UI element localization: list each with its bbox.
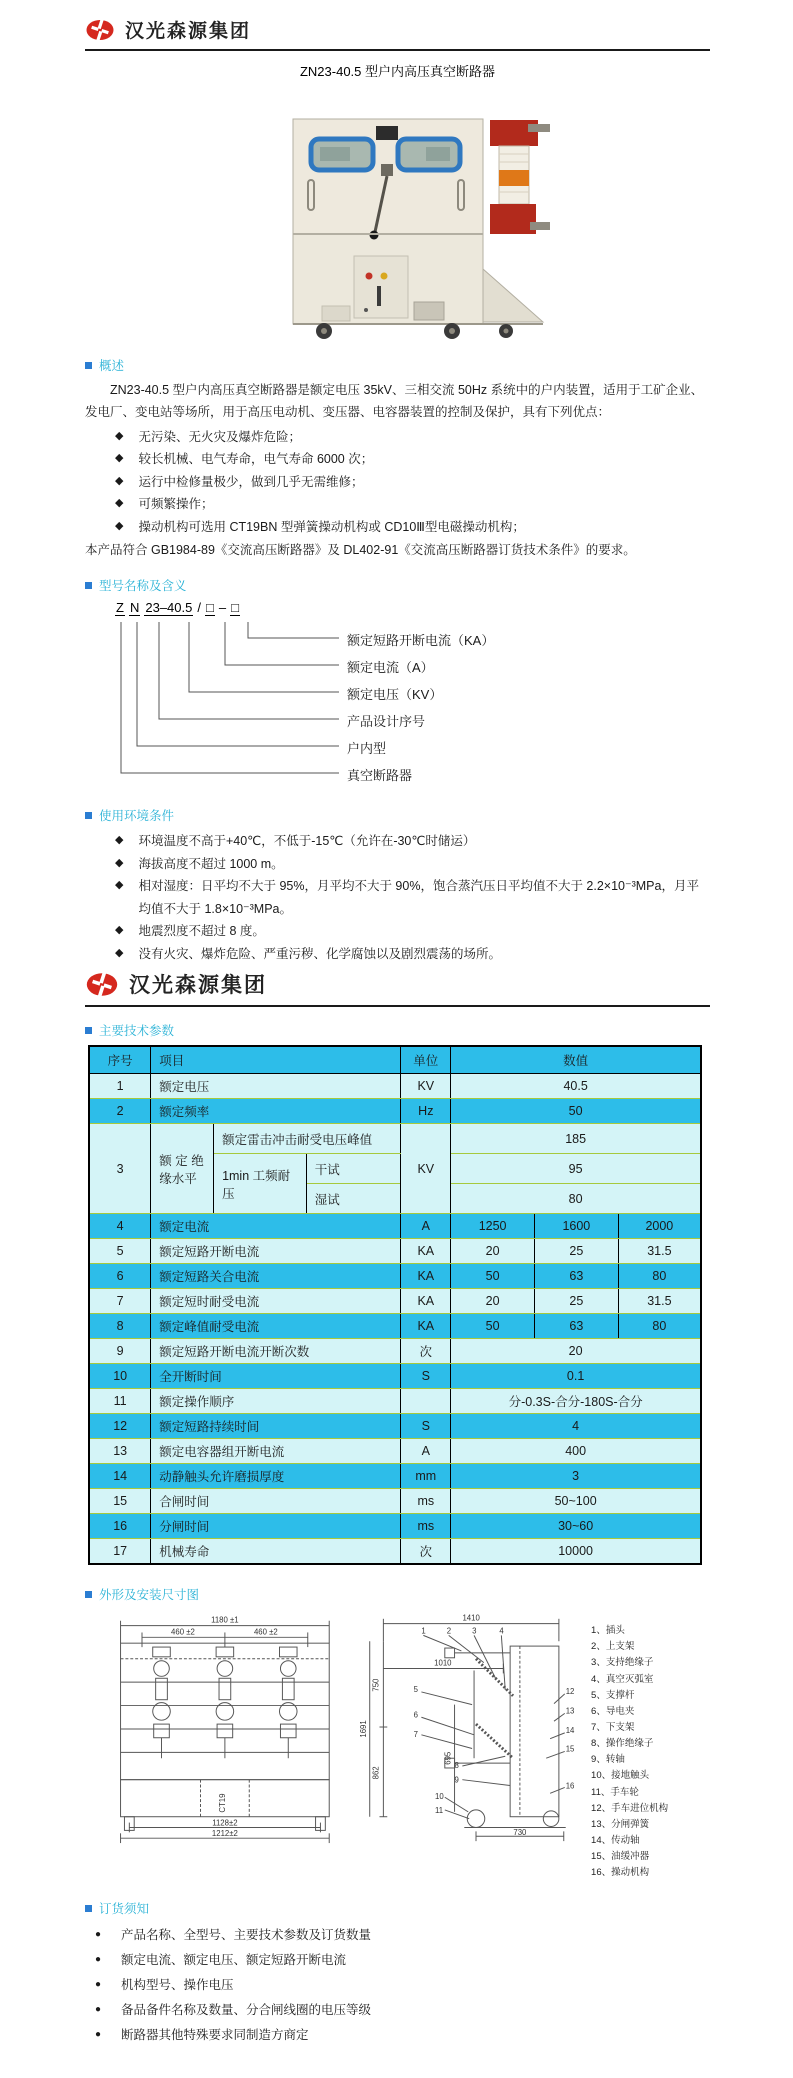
- cell-value: 40.5: [451, 1074, 701, 1099]
- cell-value: 20: [451, 1239, 535, 1264]
- legend-item: 5、支撑杆: [591, 1689, 635, 1701]
- cell-item: 额定短路关合电流: [151, 1264, 401, 1289]
- cell-unit: KA: [401, 1289, 451, 1314]
- bullet-text: 无污染、无火灾及爆炸危险；: [138, 429, 301, 444]
- list-item: [85, 1923, 710, 1948]
- table-row: [89, 1414, 701, 1439]
- dim-label: 460 ±2: [253, 1627, 278, 1637]
- cell-value: 30~60: [451, 1514, 701, 1539]
- list-item: [85, 875, 710, 920]
- legend-item: 16、操动机构: [591, 1867, 650, 1879]
- diamond-icon: ◆: [115, 497, 124, 510]
- legend-item: 3、支持绝缘子: [591, 1657, 654, 1669]
- list-item: [85, 426, 710, 449]
- cell-item: 机械寿命: [151, 1539, 401, 1565]
- dimension-drawings: [103, 1609, 710, 1881]
- table-header-row: [89, 1046, 701, 1074]
- legend-item: 12、手车进位机构: [591, 1802, 669, 1814]
- section-ordering-heading: 订货须知: [85, 1899, 710, 1917]
- bullet-text: 产品名称、全型号、主要技术参数及订货数量: [121, 1928, 372, 1943]
- dim-label: 695: [443, 1751, 453, 1765]
- side-view-drawing: [359, 1609, 581, 1847]
- list-item: [85, 516, 710, 539]
- cell-no: 9: [89, 1339, 151, 1364]
- dot-icon: ●: [95, 1979, 102, 1991]
- cell-value: 185: [451, 1124, 701, 1154]
- list-item: [85, 448, 710, 471]
- cell-item: 额定峰值耐受电流: [151, 1314, 401, 1339]
- list-item: [85, 1998, 710, 2023]
- square-bullet-icon: [85, 1027, 92, 1034]
- dot-icon: ●: [95, 2029, 102, 2041]
- cell-value: 31.5: [618, 1239, 701, 1264]
- breaker-photo-illustration: [238, 84, 558, 342]
- cell-item: 额定频率: [151, 1099, 401, 1124]
- dim-label: 750: [371, 1678, 381, 1692]
- cell-no: 4: [89, 1214, 151, 1239]
- cell-value: 10000: [451, 1539, 701, 1565]
- cell-value: 50: [451, 1264, 535, 1289]
- section-dimensions-heading: 外形及安装尺寸图: [85, 1585, 710, 1603]
- cell-unit: S: [401, 1364, 451, 1389]
- cell-item: 额定操作顺序: [151, 1389, 401, 1414]
- list-item: [85, 853, 710, 876]
- cell-no: 7: [89, 1289, 151, 1314]
- list-item: [85, 493, 710, 516]
- diamond-icon: ◆: [115, 519, 124, 532]
- cell-no: 16: [89, 1514, 151, 1539]
- svg-text:2: 2: [446, 1626, 451, 1636]
- cell-no: 11: [89, 1389, 151, 1414]
- model-code: Z N 23–40.5 / □ – □: [116, 600, 239, 616]
- col-header: 序号: [89, 1046, 151, 1074]
- bullet-text: 机构型号、操作电压: [121, 1978, 234, 1993]
- table-row: [89, 1489, 701, 1514]
- svg-text:8: 8: [454, 1761, 459, 1771]
- pole-assembly: [279, 1647, 297, 1758]
- table-row: [89, 1289, 701, 1314]
- cell-value: 63: [534, 1314, 618, 1339]
- table-row: [89, 1514, 701, 1539]
- cell-item: 分闸时间: [151, 1514, 401, 1539]
- table-row: [89, 1099, 701, 1124]
- svg-text:13: 13: [565, 1706, 575, 1716]
- cell-unit: KV: [401, 1124, 451, 1214]
- square-bullet-icon: [85, 582, 92, 589]
- svg-text:5: 5: [413, 1685, 418, 1695]
- table-row: [89, 1074, 701, 1099]
- square-bullet-icon: [85, 362, 92, 369]
- cell-value: 31.5: [618, 1289, 701, 1314]
- cell-item: 额定电容器组开断电流: [151, 1439, 401, 1464]
- cell-item: 额定短路持续时间: [151, 1414, 401, 1439]
- diamond-icon: ◆: [115, 452, 124, 465]
- diamond-icon: ◆: [115, 946, 124, 959]
- bullet-text: 备品备件名称及数量、分合闸线圈的电压等级: [121, 2003, 372, 2018]
- cell-value: 1600: [534, 1214, 618, 1239]
- bullet-text: 没有火灾、爆炸危险、严重污秽、化学腐蚀以及剧烈震荡的场所。: [138, 946, 501, 961]
- diamond-icon: ◆: [115, 834, 124, 847]
- table-row: [89, 1314, 701, 1339]
- bullet-text: 相对湿度：日平均不大于 95%，月平均不大于 90%，饱合蒸汽压日平均值不大于 2.2×10⁻³MPa，月平均值不大于 1.8×10⁻³MPa。: [138, 879, 699, 916]
- cell-value: 25: [534, 1239, 618, 1264]
- dot-icon: ●: [95, 2004, 102, 2016]
- dim-label: 1128±2: [212, 1818, 238, 1828]
- legend-item: 13、分闸弹簧: [591, 1818, 650, 1830]
- cell-unit: 次: [401, 1539, 451, 1565]
- cell-unit: KA: [401, 1314, 451, 1339]
- cell-value: 50: [451, 1099, 701, 1124]
- bullet-text: 地震烈度不超过 8 度。: [138, 924, 265, 939]
- designation-label: 额定短路开断电流（KA）: [347, 633, 495, 649]
- svg-text:9: 9: [454, 1775, 459, 1785]
- parts-legend: [591, 1609, 710, 1881]
- cell-value: 4: [451, 1414, 701, 1439]
- legend-item: 4、真空灭弧室: [591, 1673, 654, 1685]
- table-row: [89, 1464, 701, 1489]
- list-item: [85, 943, 710, 966]
- svg-text:12: 12: [565, 1686, 575, 1696]
- col-header: 项目: [151, 1046, 401, 1074]
- cell-no: 2: [89, 1099, 151, 1124]
- list-item: [85, 830, 710, 853]
- dim-label: CT19: [217, 1793, 227, 1813]
- table-row: [89, 1239, 701, 1264]
- bullet-text: 额定电流、额定电压、额定短路开断电流: [121, 1953, 347, 1968]
- cell-item: 额定电流: [151, 1214, 401, 1239]
- cell-no: 17: [89, 1539, 151, 1565]
- diamond-icon: ◆: [115, 924, 124, 937]
- section-model-heading: 型号名称及含义: [85, 576, 710, 594]
- section-overview-heading: 概述: [85, 356, 710, 374]
- bullet-text: 断路器其他特殊要求同制造方商定: [121, 2028, 309, 2043]
- table-row: [89, 1264, 701, 1289]
- legend-item: 15、油缓冲器: [591, 1851, 650, 1863]
- cell-value: 63: [534, 1264, 618, 1289]
- list-item: [85, 920, 710, 943]
- table-row: [89, 1539, 701, 1565]
- table-row: [89, 1124, 701, 1154]
- legend-item: 1、插头: [591, 1625, 625, 1637]
- table-row: [89, 1439, 701, 1464]
- cell-unit: 次: [401, 1339, 451, 1364]
- brand-name: 汉光森源集团: [129, 974, 267, 998]
- cell-value: 400: [451, 1439, 701, 1464]
- cell-subitem: 干试: [306, 1154, 401, 1184]
- cell-no: 13: [89, 1439, 151, 1464]
- company-logo-icon: [85, 18, 115, 42]
- cell-item: 全开断时间: [151, 1364, 401, 1389]
- designation-label: 户内型: [347, 741, 387, 757]
- table-row: [89, 1389, 701, 1414]
- cell-unit: ms: [401, 1514, 451, 1539]
- svg-text:16: 16: [565, 1781, 575, 1791]
- section-environment-heading: 使用环境条件: [85, 806, 710, 824]
- list-item: [85, 471, 710, 494]
- front-view-drawing: [103, 1609, 349, 1847]
- cell-value: 80: [451, 1184, 701, 1214]
- cell-value: 95: [451, 1154, 701, 1184]
- dim-label: 862: [371, 1766, 381, 1780]
- cell-no: 14: [89, 1464, 151, 1489]
- cell-item: 额定短路开断电流: [151, 1239, 401, 1264]
- svg-text:7: 7: [413, 1729, 418, 1739]
- svg-text:6: 6: [413, 1710, 418, 1720]
- svg-text:15: 15: [565, 1744, 575, 1754]
- svg-text:1: 1: [421, 1626, 426, 1636]
- cell-value: 50~100: [451, 1489, 701, 1514]
- brand-header: [85, 965, 710, 1007]
- callout-numbers: [413, 1627, 574, 1815]
- cell-value: 50: [451, 1314, 535, 1339]
- insulator-column: [490, 120, 550, 234]
- legend-item: 14、传动轴: [591, 1834, 640, 1846]
- cell-unit: A: [401, 1214, 451, 1239]
- dim-label: 1410: [462, 1613, 480, 1623]
- table-row: [89, 1364, 701, 1389]
- cabinet: [293, 119, 483, 324]
- cell-value: 2000: [618, 1214, 701, 1239]
- svg-text:10: 10: [434, 1792, 444, 1802]
- brand-name: 汉光森源集团: [125, 21, 252, 42]
- cell-unit: ms: [401, 1489, 451, 1514]
- bullet-text: 操动机构可选用 CT19BN 型弹簧操动机构或 CD10Ⅲ型电磁操动机构；: [138, 519, 525, 534]
- square-bullet-icon: [85, 1591, 92, 1598]
- bullet-text: 较长机械、电气寿命，电气寿命 6000 次；: [138, 452, 374, 467]
- designation-label: 产品设计序号: [347, 714, 426, 730]
- cell-value: 25: [534, 1289, 618, 1314]
- cell-subitem: 额定雷击冲击耐受电压峰值: [214, 1124, 401, 1154]
- legend-item: 2、上支架: [591, 1641, 635, 1653]
- col-header: 单位: [401, 1046, 451, 1074]
- window-right: [398, 139, 460, 170]
- legend-item: 10、接地触头: [591, 1770, 650, 1782]
- cell-value: 20: [451, 1289, 535, 1314]
- legend-item: 7、下支架: [591, 1721, 635, 1733]
- cell-unit: Hz: [401, 1099, 451, 1124]
- cell-no: 6: [89, 1264, 151, 1289]
- cell-no: 12: [89, 1414, 151, 1439]
- dim-label: 1180 ±1: [211, 1615, 239, 1625]
- bullet-text: 可频繁操作；: [138, 497, 214, 512]
- pole-assembly: [153, 1647, 171, 1758]
- list-item: [85, 2023, 710, 2048]
- control-panel: [354, 256, 408, 318]
- cell-value: 20: [451, 1339, 701, 1364]
- pole-assembly: [216, 1647, 234, 1758]
- svg-text:11: 11: [434, 1805, 443, 1815]
- legend-item: 9、转轴: [591, 1754, 625, 1766]
- cell-unit: S: [401, 1414, 451, 1439]
- standards-note: 本产品符合 GB1984-89《交流高压断路器》及 DL402-91《交流高压断路器订货技术条件》的要求。: [85, 543, 636, 558]
- cell-unit: mm: [401, 1464, 451, 1489]
- designation-label: 额定电压（KV）: [347, 687, 443, 703]
- dim-label: 1691: [358, 1720, 368, 1738]
- legend-item: 11、手车轮: [591, 1786, 639, 1798]
- brand-header: [85, 0, 710, 51]
- cell-value: 分-0.3S-合分-180S-合分: [451, 1389, 701, 1414]
- cell-unit: KA: [401, 1264, 451, 1289]
- cell-item: 合闸时间: [151, 1489, 401, 1514]
- cell-item: 额定短路开断电流开断次数: [151, 1339, 401, 1364]
- list-item: [85, 1973, 710, 1998]
- cell-unit: A: [401, 1439, 451, 1464]
- bullet-text: 海拔高度不超过 1000 m。: [138, 856, 284, 871]
- cell-value: 1250: [451, 1214, 535, 1239]
- cell-unit: [401, 1389, 451, 1414]
- legend-item: 6、导电夹: [591, 1705, 635, 1717]
- dim-label: 730: [513, 1828, 527, 1838]
- overview-paragraph: ZN23-40.5 型户内高压真空断路器是额定电压 35kV、三相交流 50Hz 系统中的户内装置，适用于工矿企业、发电厂、变电站等场所，用于高压电动机、变压器、电容器装置的控制及保护，具有下列优点：: [85, 383, 704, 419]
- dim-label: 1010: [433, 1658, 452, 1668]
- svg-text:14: 14: [565, 1726, 575, 1736]
- bullet-text: 环境温度不高于+40℃，不低于-15℃（允许在-30℃时储运）: [138, 834, 476, 849]
- cell-value: 0.1: [451, 1364, 701, 1389]
- cell-no: 3: [89, 1124, 151, 1214]
- cell-no: 1: [89, 1074, 151, 1099]
- cell-no: 5: [89, 1239, 151, 1264]
- cell-no: 8: [89, 1314, 151, 1339]
- cell-item: 额定短时耐受电流: [151, 1289, 401, 1314]
- diamond-icon: ◆: [115, 879, 124, 892]
- diamond-icon: ◆: [115, 856, 124, 869]
- section-parameters-heading: 主要技术参数: [85, 1021, 710, 1039]
- cell-item: 额定电压: [151, 1074, 401, 1099]
- col-header: 数值: [451, 1046, 701, 1074]
- bullet-text: 运行中检修量极少，做到几乎无需维修；: [138, 474, 364, 489]
- cell-value: 80: [618, 1264, 701, 1289]
- cell-subitem: 1min 工频耐压: [214, 1154, 307, 1214]
- cell-no: 15: [89, 1489, 151, 1514]
- cell-value: 3: [451, 1464, 701, 1489]
- square-bullet-icon: [85, 1905, 92, 1912]
- designation-label: 额定电流（A）: [347, 660, 434, 676]
- diamond-icon: ◆: [115, 429, 124, 442]
- cell-subitem: 湿试: [306, 1184, 401, 1214]
- svg-text:4: 4: [499, 1626, 504, 1636]
- svg-text:3: 3: [471, 1626, 477, 1636]
- parameters-table: [88, 1045, 702, 1565]
- cell-item: 额 定 绝 缘水平: [151, 1124, 214, 1214]
- dot-icon: ●: [95, 1954, 102, 1966]
- dot-icon: ●: [95, 1929, 102, 1941]
- table-row: [89, 1339, 701, 1364]
- page-title: ZN23-40.5 型户内高压真空断路器: [299, 64, 496, 79]
- dim-label: 460 ±2: [171, 1627, 195, 1637]
- square-bullet-icon: [85, 812, 92, 819]
- window-left: [311, 139, 373, 170]
- product-photo: [85, 84, 710, 342]
- cell-unit: KA: [401, 1239, 451, 1264]
- diamond-icon: ◆: [115, 474, 124, 487]
- cell-item: 动静触头允许磨损厚度: [151, 1464, 401, 1489]
- legend-item: 8、操作绝缘子: [591, 1738, 654, 1750]
- company-logo-icon: [85, 971, 119, 998]
- cell-no: 10: [89, 1364, 151, 1389]
- dim-label: 1212±2: [211, 1829, 238, 1839]
- model-designation-diagram: [85, 600, 710, 792]
- cell-value: 80: [618, 1314, 701, 1339]
- list-item: [85, 1948, 710, 1973]
- designation-label: 真空断路器: [347, 768, 413, 784]
- table-row: [89, 1214, 701, 1239]
- cell-unit: KV: [401, 1074, 451, 1099]
